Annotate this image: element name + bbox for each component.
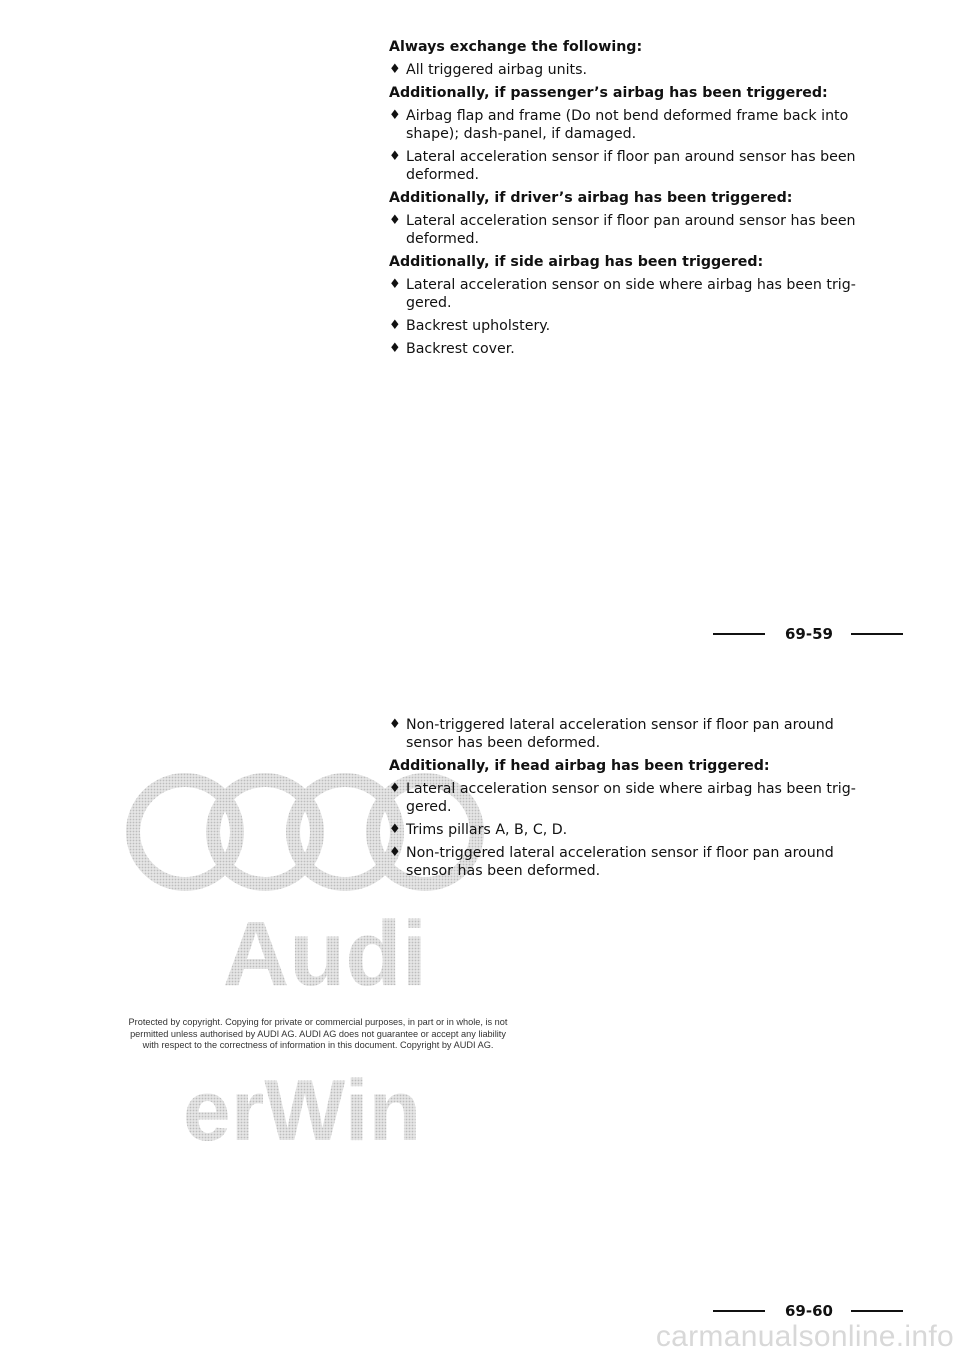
diamond-bullet-icon: ♦ — [389, 318, 401, 333]
diamond-bullet-icon: ♦ — [389, 108, 401, 123]
list-item: ♦ Lateral acceleration sensor if floor pan around sensor has been deformed. — [389, 149, 856, 183]
list-item: ♦ All triggered airbag units. — [389, 62, 588, 78]
heading-side-airbag: Additionally, if side airbag has been triggered: — [389, 254, 764, 270]
list-item: ♦ Airbag flap and frame (Do not bend deformed frame back into shape); dash-panel, if damaged. — [389, 108, 849, 142]
page-number-rule-left — [713, 1310, 765, 1312]
page-number-text: 69-60 — [785, 1302, 833, 1320]
diamond-bullet-icon: ♦ — [389, 341, 401, 356]
diamond-bullet-icon: ♦ — [389, 277, 401, 292]
list-item: ♦ Non-triggered lateral acceleration sensor if floor pan around sensor has been deformed. — [389, 717, 834, 751]
page-number-69-59 — [713, 624, 903, 644]
page-number-rule-right — [851, 633, 903, 635]
list-item: ♦ Lateral acceleration sensor if floor pan around sensor has been deformed. — [389, 213, 856, 247]
heading-always-exchange: Always exchange the following: — [389, 39, 643, 55]
diamond-bullet-icon: ♦ — [389, 149, 401, 164]
list-item: ♦ Non-triggered lateral acceleration sensor if floor pan around sensor has been deformed. — [389, 845, 834, 879]
list-item: ♦ Lateral acceleration sensor on side where airbag has been trig-gered. — [389, 781, 856, 815]
list-item: ♦ Trims pillars A, B, C, D. — [389, 822, 568, 838]
diamond-bullet-icon: ♦ — [389, 845, 401, 860]
page-number-rule-right — [851, 1310, 903, 1312]
heading-passenger-airbag: Additionally, if passenger’s airbag has been triggered: — [389, 85, 828, 101]
page1-content — [389, 38, 879, 363]
page-69-60 — [0, 679, 960, 1358]
diamond-bullet-icon: ♦ — [389, 781, 401, 796]
page2-content — [389, 716, 879, 885]
audi-wordmark: Audi — [222, 903, 428, 1005]
footer-site-watermark: carmanualsonline.info — [655, 1320, 954, 1353]
erwin-wordmark: erWin — [182, 1063, 422, 1150]
list-item: ♦ Lateral acceleration sensor on side where airbag has been trig-gered. — [389, 277, 856, 311]
diamond-bullet-icon: ♦ — [389, 62, 401, 77]
page-number-69-60 — [713, 1301, 903, 1321]
page-number-text: 69-59 — [785, 625, 833, 643]
heading-head-airbag: Additionally, if head airbag has been triggered: — [389, 758, 770, 774]
copyright-notice: Protected by copyright. Copying for private or commercial purposes, in part or in whole, is not permitted unless authorised by AUDI AG. AUDI AG does not guarantee or accept any liability with respect to the correctness of information in this document. Copyright by AUDI AG. — [128, 1017, 508, 1050]
page-number-rule-left — [713, 633, 765, 635]
list-item: ♦ Backrest upholstery. — [389, 318, 551, 334]
diamond-bullet-icon: ♦ — [389, 213, 401, 228]
diamond-bullet-icon: ♦ — [389, 822, 401, 837]
diamond-bullet-icon: ♦ — [389, 717, 401, 732]
heading-driver-airbag: Additionally, if driver’s airbag has been triggered: — [389, 190, 793, 206]
list-item: ♦ Backrest cover. — [389, 341, 515, 357]
